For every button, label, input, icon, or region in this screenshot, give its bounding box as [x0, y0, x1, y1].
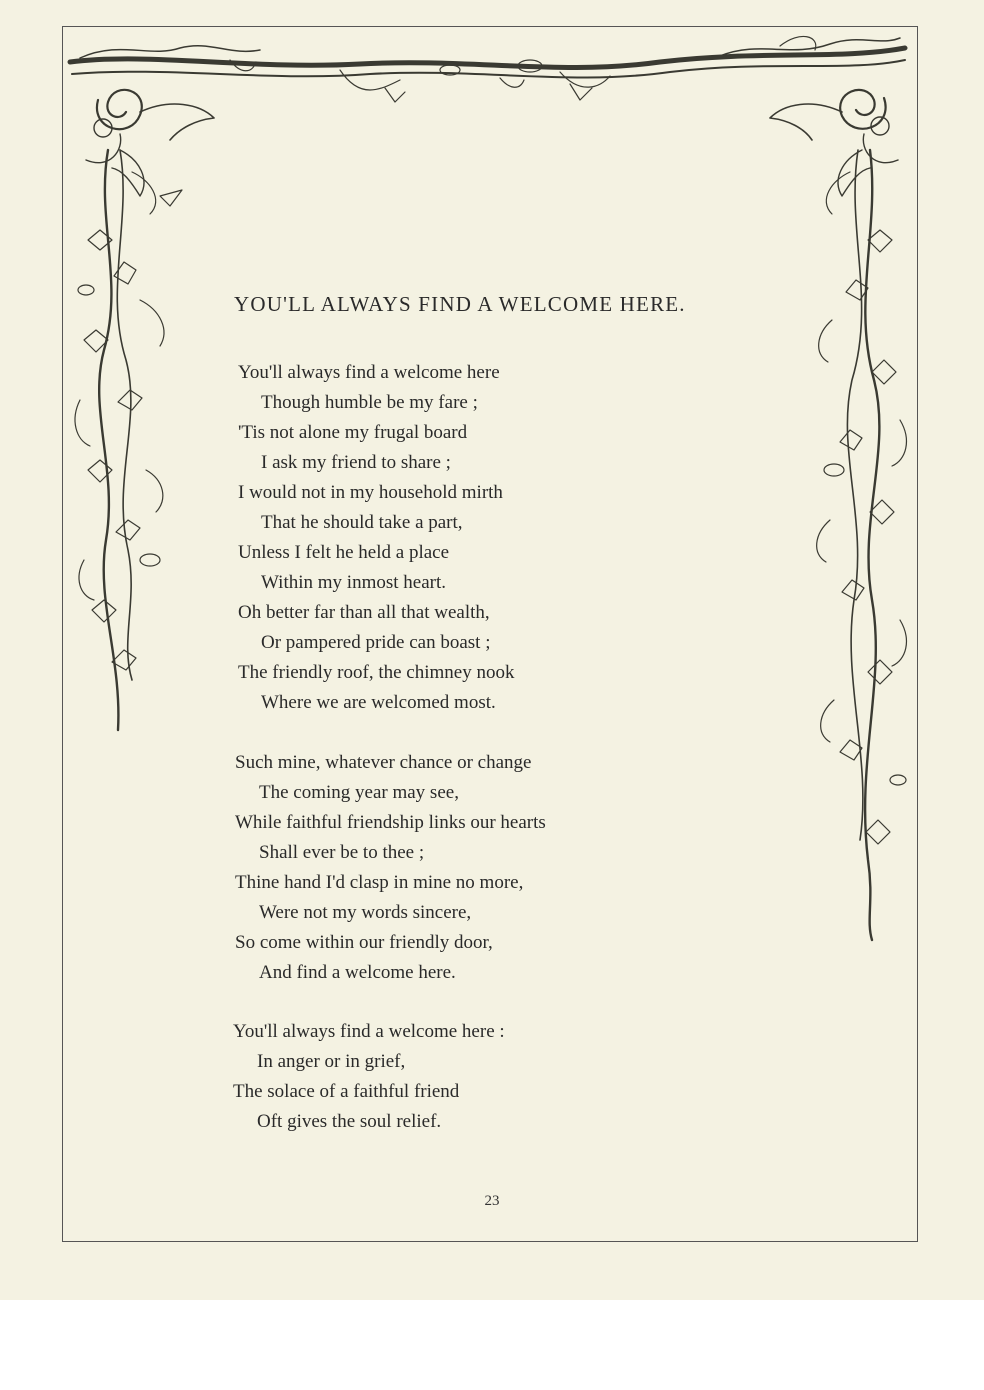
poem-line: And find a welcome here. — [259, 962, 456, 983]
bottom-margin — [0, 1300, 984, 1390]
poem-line: So come within our friendly door, — [235, 932, 493, 953]
poem-line: Unless I felt he held a place — [238, 542, 450, 563]
poem-title: YOU'LL ALWAYS FIND A WELCOME HERE. — [234, 292, 686, 316]
poem-line: 'Tis not alone my frugal board — [238, 422, 468, 443]
poem-line: I would not in my household mirth — [238, 482, 503, 503]
poem-line: You'll always find a welcome here : — [233, 1021, 505, 1042]
poem-line: That he should take a part, — [261, 512, 463, 533]
poem-line: Thine hand I'd clasp in mine no more, — [235, 872, 524, 893]
poem-line: Oh better far than all that wealth, — [238, 602, 490, 623]
poem-line: In anger or in grief, — [257, 1051, 406, 1072]
page-number: 23 — [484, 1193, 500, 1209]
poem-line: Where we are welcomed most. — [261, 692, 496, 713]
poem-line: You'll always find a welcome here — [238, 362, 500, 383]
stanza-2 — [0, 748, 546, 988]
stanza-1 — [0, 358, 514, 718]
poem-line: The coming year may see, — [259, 782, 459, 803]
poem-line: Oft gives the soul relief. — [257, 1111, 442, 1132]
poem-line: Within my inmost heart. — [261, 572, 446, 593]
poem-line: Or pampered pride can boast ; — [261, 632, 491, 653]
poem-line: While faithful friendship links our hearts — [235, 812, 546, 833]
poem-line: The friendly roof, the chimney nook — [238, 662, 515, 683]
poem-line: Shall ever be to thee ; — [259, 842, 425, 863]
poem-line: Were not my words sincere, — [259, 902, 472, 923]
poem-line: I ask my friend to share ; — [261, 452, 451, 473]
poem-line: Such mine, whatever chance or change — [235, 752, 532, 773]
stanza-3 — [0, 1017, 505, 1137]
poem-line: Though humble be my fare ; — [261, 392, 478, 413]
poem-line: The solace of a faithful friend — [233, 1081, 460, 1102]
